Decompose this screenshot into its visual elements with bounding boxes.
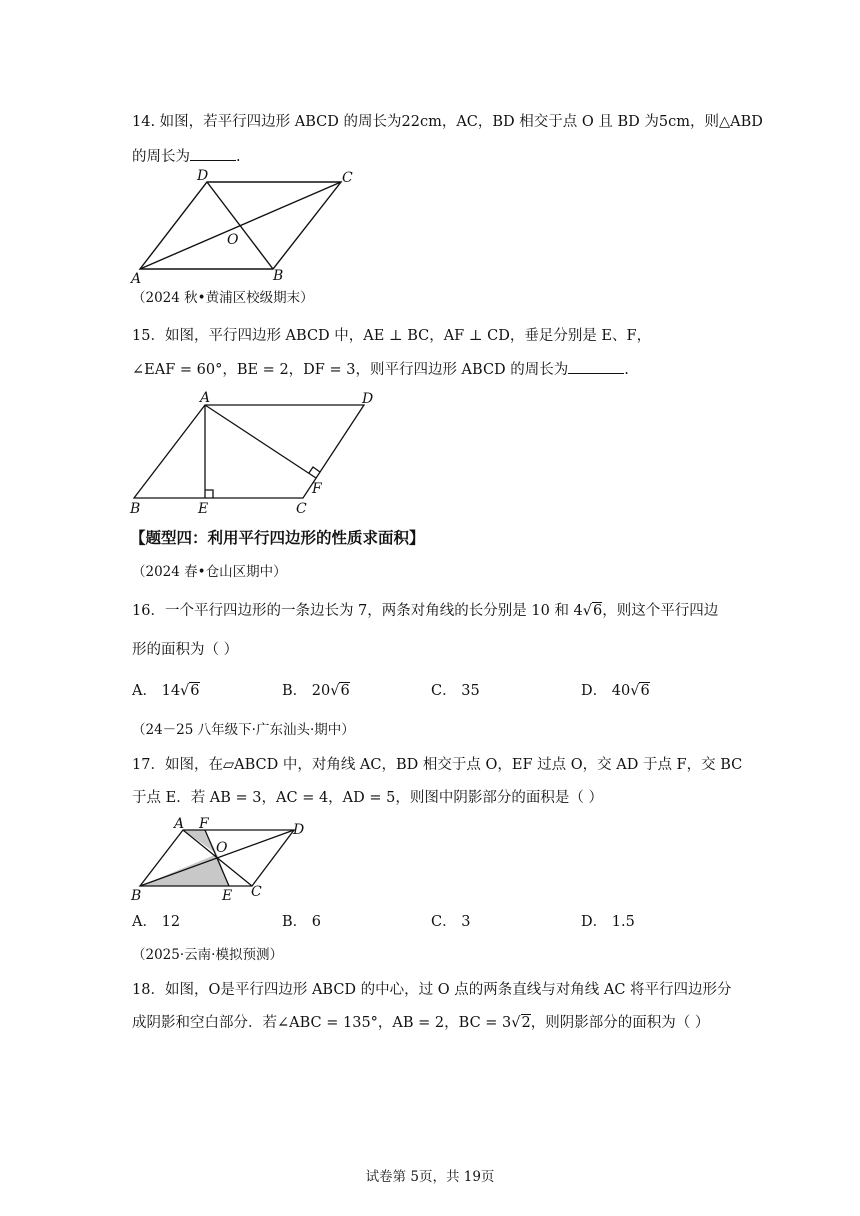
label-e: E	[198, 501, 209, 517]
q15-line2	[132, 360, 629, 380]
q16-option-d[interactable]: D． 40√6	[581, 683, 650, 699]
page-footer: 试卷第 5页，共 19页	[365, 1169, 495, 1185]
label-d: D	[362, 391, 374, 407]
q14-line2-prefix: 的周长为	[132, 149, 190, 165]
right-angle-e	[205, 490, 213, 498]
q15-line2-prefix: ∠EAF = 60°，BE = 2，DF = 3，则平行四边形 ABCD 的周长为	[132, 362, 569, 378]
q18-line2-suffix: ，则阴影部分的面积为（ ）	[530, 1015, 710, 1031]
label-f: F	[199, 816, 209, 832]
q15-figure	[128, 388, 388, 517]
altitude-af	[205, 405, 316, 478]
label-c: C	[296, 501, 307, 517]
label-c: C	[342, 170, 353, 186]
label-b: B	[273, 268, 284, 284]
q16-line1-suffix: ，则这个平行四边	[602, 603, 719, 619]
label-b: B	[131, 888, 142, 904]
q14-line1: 14. 如图，若平行四边形 ABCD 的周长为22cm，AC，BD 相交于点 O 且 BD 为5cm，则△ABD	[132, 114, 763, 130]
q15-line2-suffix: .	[624, 362, 629, 378]
label-b: B	[130, 501, 141, 517]
answer-blank	[568, 373, 624, 374]
q16-line2: 形的面积为（ ）	[132, 642, 239, 658]
parallelogram-abcd	[134, 405, 364, 498]
diagonal-bd	[207, 182, 273, 269]
answer-blank	[190, 160, 236, 161]
label-a: A	[200, 390, 211, 406]
label-d: D	[197, 168, 209, 184]
q15-line1: 15．如图，平行四边形 ABCD 中，AE ⊥ BC，AF ⊥ CD，垂足分别是 E、F，	[132, 328, 652, 344]
label-c: C	[251, 884, 262, 900]
q18-line2: 成阴影和空白部分．若∠ABC = 135°，AB = 2，BC = 3√2，则阴影部分的面积为（ ）	[132, 1015, 710, 1031]
q16-source: （2024 春•仓山区期中）	[132, 564, 287, 580]
section-title: 【题型四：利用平行四边形的性质求面积】	[130, 528, 425, 547]
q15-source: （2024 秋•黄浦区校级期末）	[132, 290, 314, 306]
q16-line1-prefix: 16．一个平行四边形的一条边长为 7，两条对角线的长分别是 10 和 4	[132, 603, 583, 619]
q18-source: （2025·云南·模拟预测）	[132, 947, 283, 963]
q17-line2: 于点 E．若 AB = 3，AC = 4，AD = 5，则图中阴影部分的面积是（ ）	[132, 790, 603, 806]
label-d: D	[293, 822, 305, 838]
label-a: A	[174, 816, 185, 832]
q17-option-a[interactable]: A． 12	[132, 914, 181, 930]
q17-figure	[130, 810, 330, 905]
q14-figure	[125, 168, 365, 287]
q17-option-b[interactable]: B． 6	[282, 914, 321, 930]
right-angle-f	[309, 467, 320, 473]
label-o: O	[227, 232, 239, 248]
q16-option-a[interactable]: A． 14√6	[132, 683, 200, 699]
label-f: F	[312, 481, 322, 497]
q16-line1: 16．一个平行四边形的一条边长为 7，两条对角线的长分别是 10 和 4√6，则这个平行四边	[132, 603, 719, 619]
q16-radicand: 6	[593, 603, 603, 619]
label-o: O	[216, 840, 228, 856]
q18-line1: 18．如图，O是平行四边形 ABCD 的中心，过 O 点的两条直线与对角线 AC 将平行四边形分	[132, 982, 732, 998]
q17-option-d[interactable]: D． 1.5	[581, 914, 635, 930]
q16-option-b[interactable]: B． 20√6	[282, 683, 350, 699]
q16-option-c[interactable]: C． 35	[431, 683, 480, 699]
q18-line2-prefix: 成阴影和空白部分．若∠ABC = 135°，AB = 2，BC = 3	[132, 1015, 512, 1031]
q14-line2	[132, 147, 241, 167]
q17-line1: 17．如图，在▱ABCD 中，对角线 AC，BD 相交于点 O，EF 过点 O，交 AD 于点 F，交 BC	[132, 757, 743, 773]
q17-option-c[interactable]: C． 3	[431, 914, 471, 930]
q17-source: （24－25 八年级下·广东汕头·期中）	[132, 722, 355, 738]
label-a: A	[131, 271, 142, 287]
q14-line2-suffix: .	[236, 149, 241, 165]
label-e: E	[222, 888, 233, 904]
q18-radicand: 2	[521, 1015, 531, 1031]
